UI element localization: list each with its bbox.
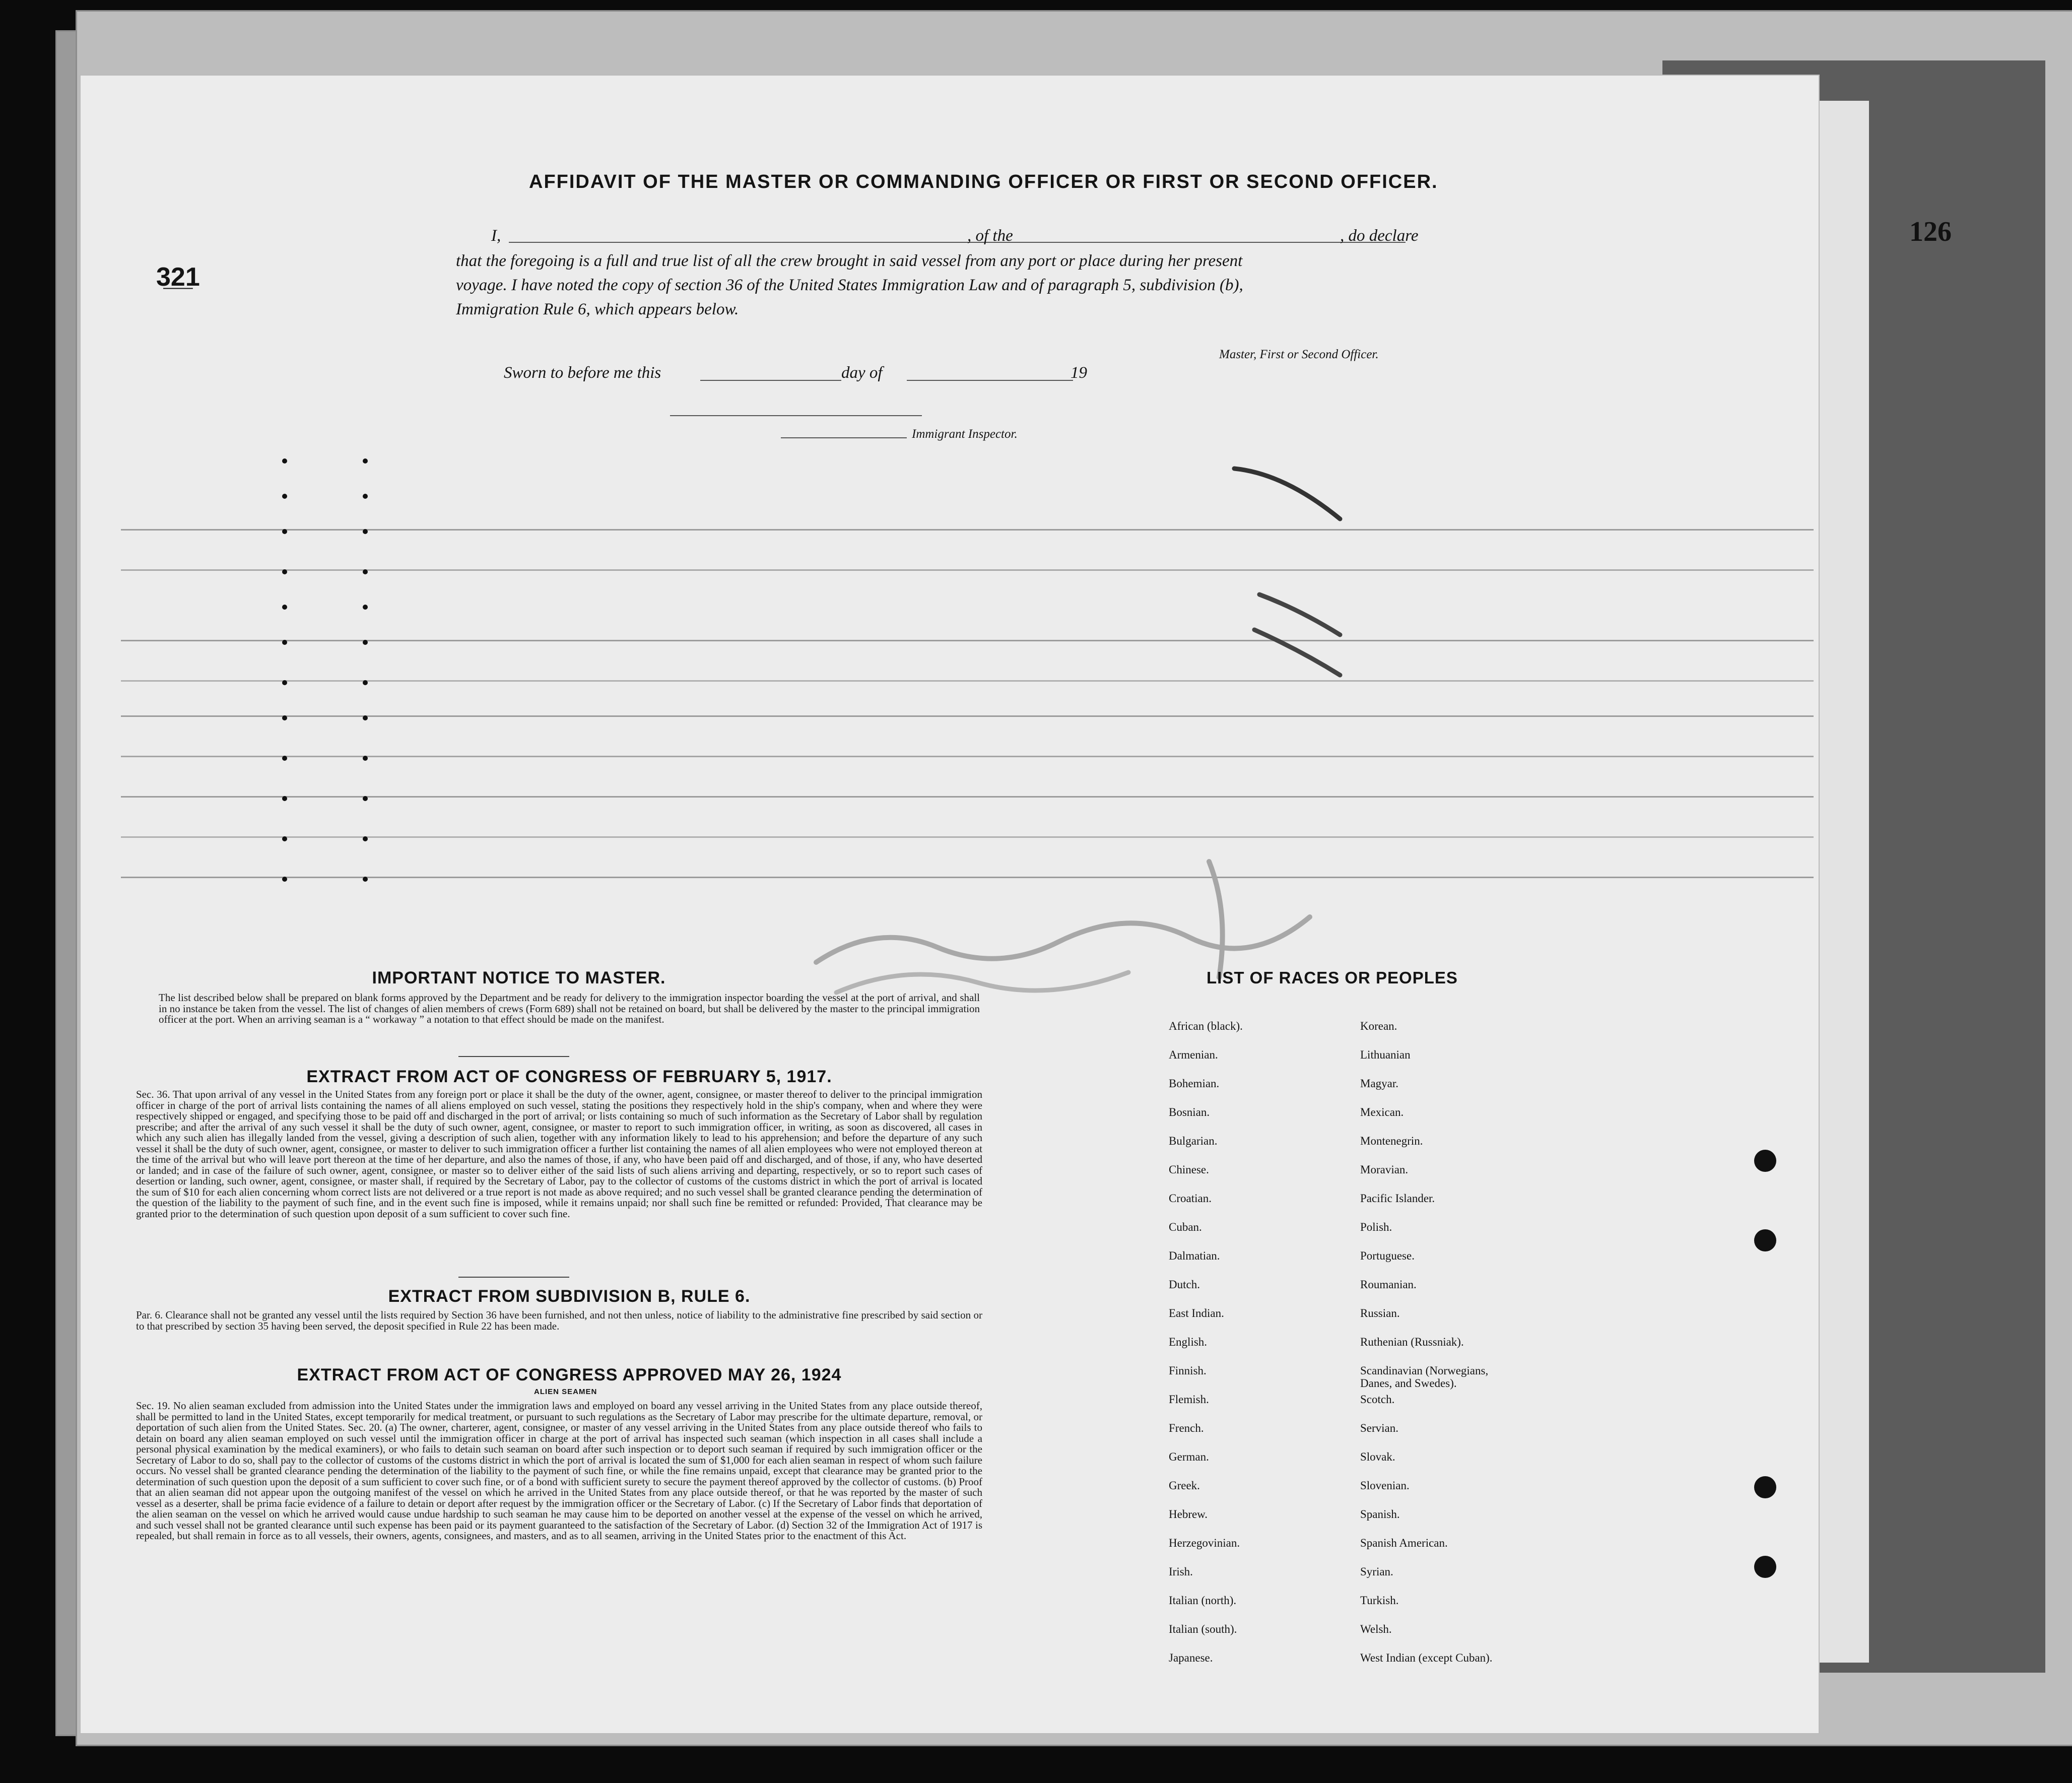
extract-1924-heading: EXTRACT FROM ACT OF CONGRESS APPROVED MAY 26, 1924 [297, 1365, 842, 1384]
binder-hole [1754, 1556, 1776, 1578]
race-item: Roumanian. [1360, 1278, 1417, 1291]
race-item: East Indian. [1169, 1307, 1224, 1319]
bleed-through-rule [121, 680, 1814, 682]
race-item: Magyar. [1360, 1077, 1399, 1090]
column-dot [282, 494, 287, 499]
bleed-through-rule [121, 715, 1814, 717]
race-item: Italian (north). [1169, 1594, 1237, 1607]
master-signature-label: Master, First or Second Officer. [1219, 348, 1379, 361]
race-item: Hebrew. [1169, 1508, 1208, 1521]
race-item: Pacific Islander. [1360, 1192, 1435, 1205]
race-item: English. [1169, 1336, 1208, 1348]
bleed-through-rule [121, 796, 1814, 798]
extract-1924-text: Sec. 19. No alien seaman excluded from admission into the United States under the immigration laws and employed on board any vessel arriving in the United States from any place outside thereof, shall be permitted to land in the United States, except temporarily for medical treatment, or pursuant to such regulations as the Secretary of Labor may prescribe for the ultimate departure, removal, or deportation of such alien from the United States. Sec. 20. (a) The owner, charterer, agent, consignee, or master of any vessel arriving in the United States from any place outside thereof who fails to detain on board any alien seaman employed on such vessel until the immigration officer in charge at the port of arrival has inspected such seaman (which inspection in all cases shall include a personal physical examination by the medical examiners), or who fails to detain such seaman on board after such inspection or to deport such seaman if required by such immigration officer or the Secretary of Labor to do so, shall pay to the collector of customs of the customs district in which the port of arrival is located the sum of $1,000 for each alien seaman in respect of whom such failure occurs. No vessel shall be granted clearance pending the determination of the liability to the payment of such fine, or while the fine remains unpaid, except that clearance may be granted prior to the determination of such question upon the deposit of a sum sufficient to cover such fine, or of a bond with sufficient surety to secure the payment thereof approved by the collector of customs. (b) Proof that an alien seaman did not appear upon the outgoing manifest of the vessel on which he arrived in the United States from any place outside thereof, or that he was reported by the master of such vessel as a deserter, shall be prima facie evidence of a failure to detain or deport after request by the immigration officer or the Secretary of Labor. (c) If the Secretary of Labor finds that deportation of the alien seaman on the vessel on which he arrived would cause undue hardship to such seaman he may cause him to be deported on another vessel at the expense of the vessel on which he arrived, and such vessel shall not be granted clearance until such expense has been paid or its payment guaranteed to the satisfaction of the Secretary of Labor. (d) Section 32 of the Immigration Act of 1917 is repealed, but shall remain in force as to all vessels, their owners, agents, consignees, and masters, and as to all seamen, arriving in the United States prior to the enactment of this Act. [136, 1400, 982, 1542]
column-dot [282, 640, 287, 645]
day-of-label: day of [841, 364, 883, 382]
race-item: Korean. [1360, 1020, 1397, 1032]
column-dot [363, 756, 368, 761]
inspector-signature-blank [670, 415, 922, 416]
column-dot [282, 877, 287, 882]
race-item: Scotch. [1360, 1393, 1395, 1406]
race-item: Bosnian. [1169, 1106, 1210, 1118]
race-item: Ruthenian (Russniak). [1360, 1336, 1464, 1348]
affidavit-line-4: Immigration Rule 6, which appears below. [456, 300, 739, 318]
column-dot [363, 836, 368, 841]
column-dot [282, 715, 287, 720]
race-item: Italian (south). [1169, 1623, 1237, 1635]
binder-hole [1754, 1229, 1776, 1251]
race-item: Spanish. [1360, 1508, 1400, 1521]
column-dot [363, 605, 368, 610]
bleed-through-rule [121, 640, 1814, 641]
bleed-through-rule [121, 529, 1814, 531]
races-heading: LIST OF RACES OR PEOPLES [1207, 968, 1458, 987]
race-item: Flemish. [1169, 1393, 1209, 1406]
race-item: Finnish. [1169, 1364, 1207, 1377]
column-dot [363, 458, 368, 464]
sworn-month-blank [907, 380, 1073, 381]
affidavit-i: I, [491, 227, 501, 245]
handwritten-ditto-marks [1224, 398, 1456, 700]
column-dot [282, 796, 287, 801]
race-item: Slovenian. [1360, 1479, 1410, 1492]
race-item: Mexican. [1360, 1106, 1404, 1118]
race-item: Syrian. [1360, 1565, 1393, 1578]
affidavit-declare: , do declare [1340, 227, 1419, 245]
affidavit-line-3: voyage. I have noted the copy of section 36 of the United States Immigration Law and of paragraph 5, subdivision (b), [456, 276, 1243, 294]
binder-hole [1754, 1150, 1776, 1172]
race-item: Bulgarian. [1169, 1135, 1218, 1147]
column-dot [363, 877, 368, 882]
race-item: African (black). [1169, 1020, 1243, 1032]
race-item: Servian. [1360, 1422, 1399, 1434]
column-dot [363, 796, 368, 801]
column-dot [363, 529, 368, 534]
sworn-day-blank [700, 380, 841, 381]
notice-text: The list described below shall be prepared on blank forms approved by the Department and be ready for delivery to the immigration inspector boarding the vessel at the port of arrival, and shall in no instance be taken from the vessel. The list of changes of alien members of crews (Form 689) shall not be retained on board, but shall be delivered by the master to the principal immigration officer at the port. When an arriving seaman is a “ workaway ” a notation to that effect should be made on the manifest. [159, 992, 980, 1025]
race-item: Montenegrin. [1360, 1135, 1423, 1147]
section-divider [458, 1277, 569, 1278]
document-sheet [81, 76, 1819, 1733]
column-dot [363, 494, 368, 499]
extract-rule6-text: Par. 6. Clearance shall not be granted any vessel until the lists required by Section 36 have been furnished, and not then unless, notice of liability to the administrative fine prescribed by said section or to that prescribed by section 35 having been served, the deposit specified in Rule 22 has been made. [136, 1309, 982, 1332]
column-dot [363, 680, 368, 685]
race-item: West Indian (except Cuban). [1360, 1652, 1493, 1664]
sworn-label: Sworn to before me this [504, 364, 661, 382]
race-item: Herzegovinian. [1169, 1537, 1240, 1549]
column-dot [282, 569, 287, 574]
extract-rule6-heading: EXTRACT FROM SUBDIVISION B, RULE 6. [388, 1287, 751, 1306]
binder-hole [1754, 1476, 1776, 1498]
race-item: Lithuanian [1360, 1048, 1411, 1061]
race-item: Chinese. [1169, 1163, 1209, 1176]
section-divider [458, 1056, 569, 1057]
race-item: Portuguese. [1360, 1249, 1415, 1262]
extract-1917-heading: EXTRACT FROM ACT OF CONGRESS OF FEBRUARY 5, 1917. [306, 1067, 832, 1086]
race-item: Irish. [1169, 1565, 1193, 1578]
bleed-through-rule [121, 569, 1814, 571]
column-dot [282, 605, 287, 610]
race-item: Moravian. [1360, 1163, 1409, 1176]
race-item: French. [1169, 1422, 1204, 1434]
race-item: Greek. [1169, 1479, 1200, 1492]
column-dot [282, 458, 287, 464]
column-dot [282, 680, 287, 685]
race-item: Russian. [1360, 1307, 1400, 1319]
notice-heading: IMPORTANT NOTICE TO MASTER. [372, 968, 666, 987]
bleed-through-rule [121, 756, 1814, 757]
column-dot [363, 715, 368, 720]
column-dot [363, 569, 368, 574]
sworn-year: 19 [1071, 364, 1087, 382]
race-item: Croatian. [1169, 1192, 1212, 1205]
race-item: Cuban. [1169, 1221, 1202, 1233]
race-item: Dutch. [1169, 1278, 1200, 1291]
affidavit-title: AFFIDAVIT OF THE MASTER OR COMMANDING OFFICER OR FIRST OR SECOND OFFICER. [529, 171, 1438, 192]
race-item: Turkish. [1360, 1594, 1399, 1607]
affidavit-of-the: , of the [967, 227, 1013, 245]
inspector-label: Immigrant Inspector. [912, 427, 1018, 441]
column-dot [363, 640, 368, 645]
affidavit-line-2: that the foregoing is a full and true list of all the crew brought in said vessel from any port or place during her present [456, 252, 1243, 270]
inspector-underline [781, 437, 907, 438]
extract-1917-text: Sec. 36. That upon arrival of any vessel in the United States from any foreign port or place it shall be the duty of the owner, agent, consignee, or master thereof to deliver to the principal immigration officer in charge of the port of arrival lists containing the names of all aliens employed on such vessel, stating the positions they respectively hold in the ship's company, when and where they were respectively shipped or engaged, and specifying those to be paid off and discharged in the port of arrival; or lists containing so much of such information as the Secretary of Labor shall by regulation prescribe; and after the arrival of any such vessel it shall be the duty of such owner, agent, consignee, or master to report to such immigration officer, in writing, as soon as discovered, all cases in which any such alien has illegally landed from the vessel, giving a description of such alien, together with any information likely to lead to his apprehension; and before the departure of any such vessel it shall be the duty of such owner, agent, consignee, or master to deliver to such immigration officer a further list containing the names of all alien employees who were not employed thereon at the time of the arrival but who will leave port thereon at the time of her departure, and also the names of those, if any, who have been paid off and discharged, and of those, if any, who have deserted or landed; and in case of the failure of such owner, agent, consignee, or master so to deliver either of the said lists of such aliens arriving and departing, respectively, or so to report such cases of desertion or landing, such owner, agent, consignee, or master shall, if required by the Secretary of Labor, pay to the collector of customs of the customs district in which the port of arrival is located the sum of $10 for each alien concerning whom correct lists are not delivered or a true report is not made as above required; and no such vessel shall be granted clearance pending the determination of the question of the liability to the payment of such fine, and in the event such fine is imposed, while it remains unpaid; nor shall such fine be remitted or refunded: Provided, That clearance may be granted prior to the determination of such question upon deposit of a sum sufficient to cover such fine. [136, 1088, 982, 1220]
race-item: Armenian. [1169, 1048, 1218, 1061]
page-number: 126 [1909, 216, 1952, 247]
race-item: Slovak. [1360, 1450, 1395, 1463]
race-item: Welsh. [1360, 1623, 1392, 1635]
race-item: German. [1169, 1450, 1209, 1463]
race-item: Scandinavian (Norwegians, Danes, and Swedes). [1360, 1364, 1489, 1390]
column-dot [282, 836, 287, 841]
alien-seamen-subheading: ALIEN SEAMEN [534, 1388, 597, 1396]
column-dot [282, 529, 287, 534]
column-dot [282, 756, 287, 761]
record-number-stamp: 3̲2̲1 [156, 262, 200, 292]
race-item: Japanese. [1169, 1652, 1213, 1664]
race-item: Spanish American. [1360, 1537, 1448, 1549]
race-item: Dalmatian. [1169, 1249, 1220, 1262]
race-item: Polish. [1360, 1221, 1392, 1233]
race-item: Bohemian. [1169, 1077, 1220, 1090]
